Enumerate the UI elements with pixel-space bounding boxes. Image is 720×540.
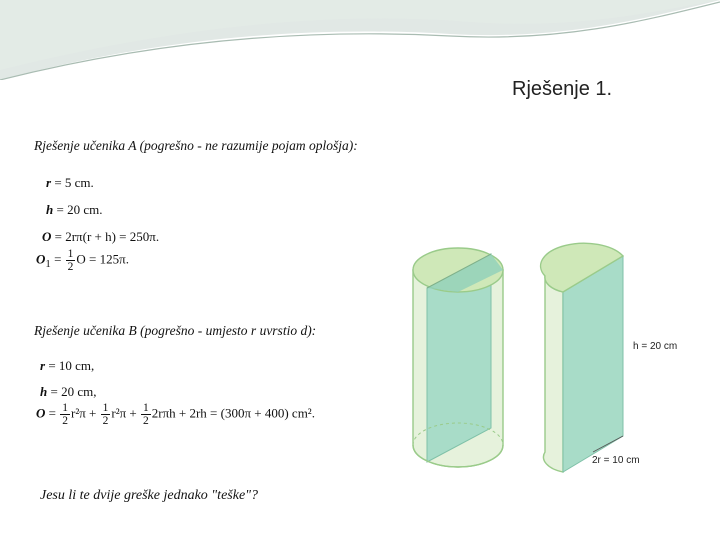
math-a-line1: r = 5 cm. bbox=[46, 175, 94, 190]
slide-title: Rješenje 1. bbox=[512, 78, 613, 100]
fraction-half: $\frac{1}{2}$ bbox=[62, 402, 68, 428]
header-wave-light bbox=[0, 0, 720, 70]
half-cylinder-body bbox=[543, 276, 563, 472]
fraction-half: $\frac{1}{2}$ bbox=[67, 248, 74, 274]
math-b-line3: O = $\frac{1}{2}$ r²π + $\frac{1}{2}$ r²π + $\frac{1}{2}$ 2rπh + 2rh = (300π + 400) cm². bbox=[36, 402, 315, 428]
math-a-line4: $O_1$ = $\frac{1}{2}$ O = 125π. bbox=[36, 248, 129, 274]
cylinder-figure bbox=[405, 240, 635, 480]
question-text: Jesu li te dvije greške jednako "teške"? bbox=[40, 488, 259, 503]
half-cylinder-cut-face bbox=[563, 256, 623, 472]
student-a-note: Rješenje učenika A (pogrešno - ne razumije pojam oplošja): bbox=[34, 138, 358, 153]
header-decoration bbox=[0, 0, 720, 80]
math-b-line2: h = 20 cm, bbox=[40, 384, 97, 399]
height-label: h = 20 cm bbox=[633, 341, 678, 352]
math-b-line1: r = 10 cm, bbox=[40, 358, 95, 373]
full-cylinder bbox=[413, 248, 503, 467]
fraction-half: $\frac{1}{2}$ bbox=[142, 402, 149, 428]
half-cylinder bbox=[541, 243, 623, 472]
fraction-half: $\frac{1}{2}$ bbox=[102, 402, 109, 428]
math-a-line2: h = 20 cm. bbox=[46, 202, 103, 217]
student-b-note: Rješenje učenika B (pogrešno - umjesto r uvrstio d): bbox=[34, 323, 317, 338]
diameter-label: 2r = 10 cm bbox=[592, 455, 640, 466]
math-a-line3: O = 2rπ(r + h) = 250π. bbox=[42, 229, 160, 244]
